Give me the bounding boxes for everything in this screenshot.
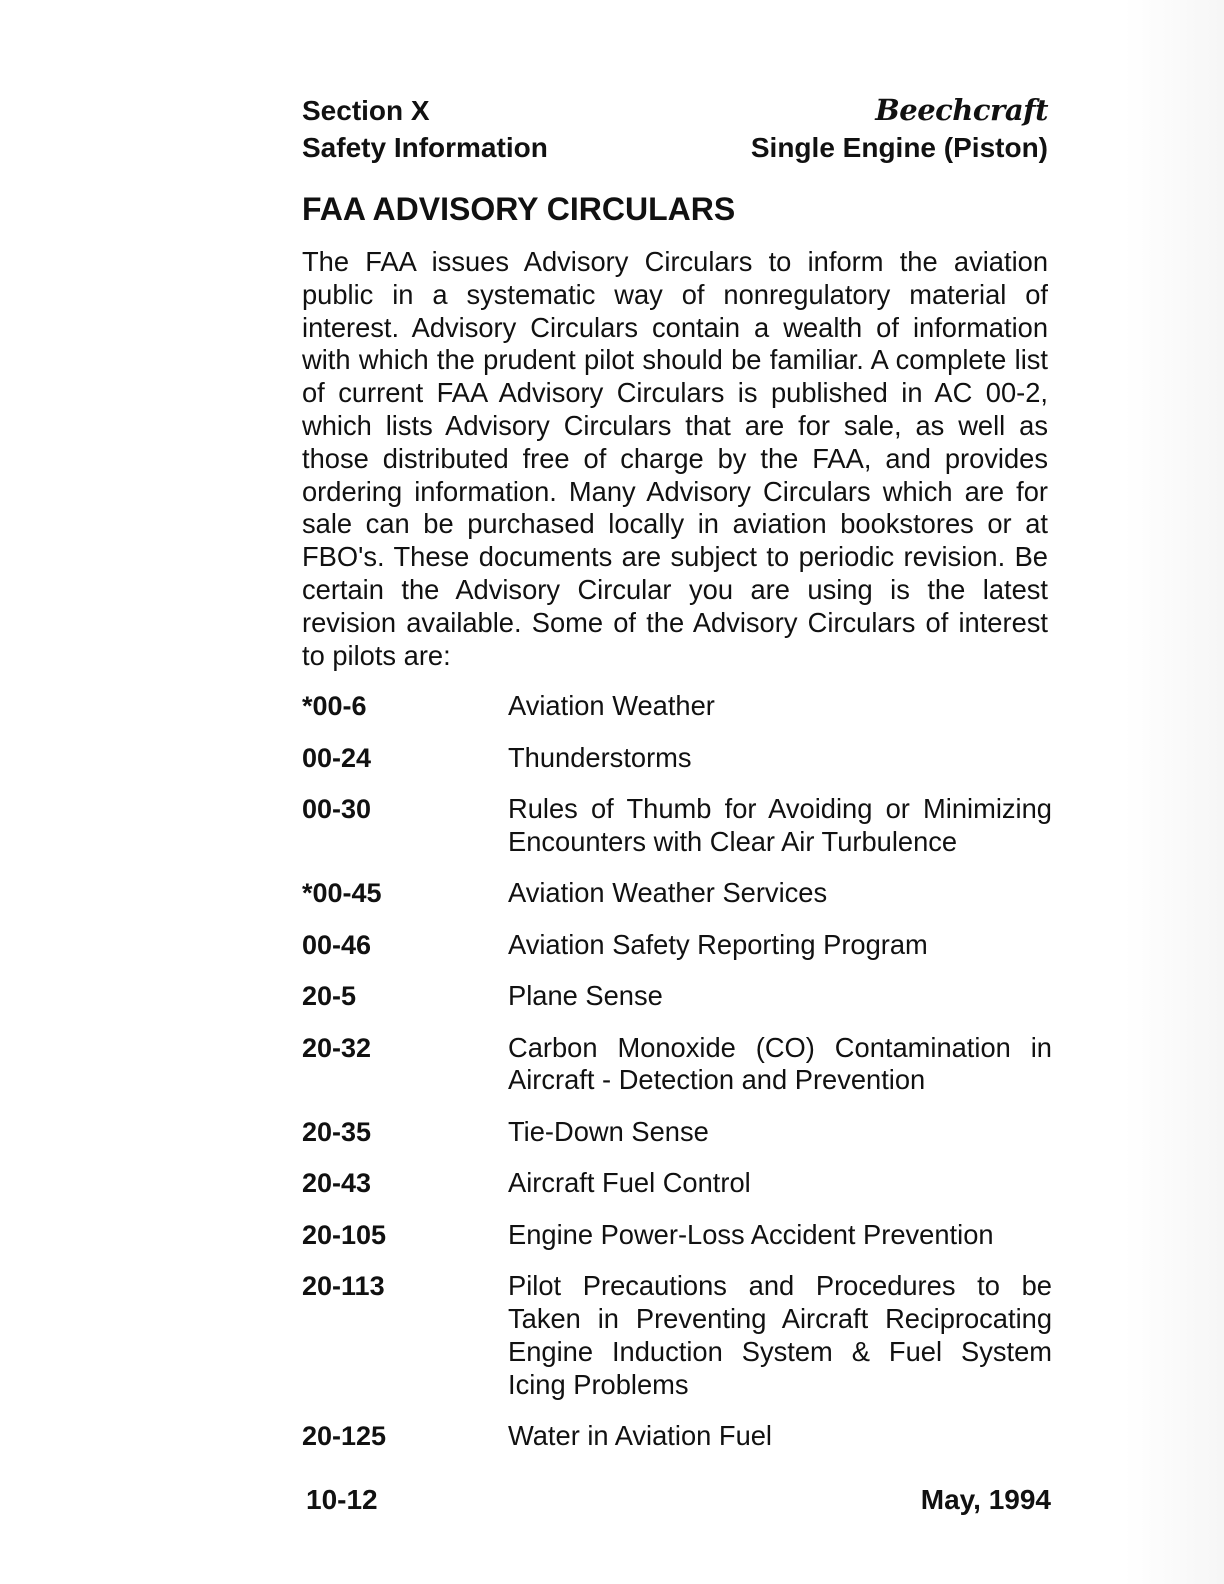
circular-number: 20-5 — [302, 981, 357, 1012]
circular-number: 20-125 — [302, 1420, 387, 1451]
circular-title: Rules of Thumb for Avoiding or Minimizing Encounters with Clear Air Turbulence — [508, 793, 1052, 857]
circular-number: 00-46 — [302, 929, 372, 960]
list-item — [302, 1116, 1052, 1149]
circular-number: 00-30 — [302, 794, 372, 824]
model-label: Single Engine (Piston) — [750, 132, 1048, 163]
list-item — [302, 1420, 1052, 1453]
list-item — [302, 929, 1052, 962]
circular-title: Engine Power-Loss Accident Prevention — [508, 1218, 994, 1250]
section-label: Section X — [302, 95, 430, 126]
circular-title: Plane Sense — [508, 980, 663, 1012]
circular-title: Aviation Weather — [508, 690, 715, 721]
circular-number: 00-24 — [302, 742, 372, 773]
circular-title: Aviation Weather Services — [508, 877, 828, 909]
brand-logo: Beechcraft — [875, 93, 1048, 127]
circular-title: Thunderstorms — [508, 741, 692, 773]
circular-title: Pilot Precautions and Procedures to be Taken in Preventing Aircraft Reciprocating Engine Induction System & Fuel System Icing Problems — [508, 1270, 1052, 1400]
list-item — [302, 980, 1052, 1013]
list-item — [302, 1219, 1052, 1252]
list-item — [302, 690, 1052, 723]
circular-number: *00-6 — [302, 691, 367, 721]
circular-title: Carbon Monoxide (CO) Contamination in Aircraft - Detection and Prevention — [508, 1031, 1052, 1096]
page-number: 10-12 — [306, 1484, 378, 1515]
intro-paragraph: The FAA issues Advisory Circulars to inform the aviation public in a systematic way of nonregulatory material of interest. Advisory Circulars contain a wealth of information with which the prudent pilot should be familiar. A complete list of current FAA Advisory Circulars is published in AC 00-2, which lists Advisory Circulars that are for sale, as well as those distributed free of charge by the FAA, and provides ordering information. Many Advisory Circulars which are for sale can be purchased locally in aviation bookstores or at FBO's. These documents are subject to periodic revision. Be certain the Advisory Circular you are using is the latest revision available. Some of the Advisory Circulars of interest to pilots are: — [302, 246, 1048, 671]
advisory-circular-list — [302, 690, 1052, 1471]
list-item — [302, 742, 1052, 775]
circular-number: 20-32 — [302, 1032, 372, 1063]
revision-date: May, 1994 — [920, 1484, 1051, 1515]
circular-title: Aviation Safety Reporting Program — [508, 928, 928, 960]
list-item — [302, 877, 1052, 910]
circular-title: Water in Aviation Fuel — [508, 1419, 772, 1451]
circular-number: 20-35 — [302, 1116, 372, 1147]
circular-number: *00-45 — [302, 878, 382, 909]
circular-title: Tie-Down Sense — [508, 1115, 709, 1147]
circular-title: Aircraft Fuel Control — [508, 1167, 751, 1199]
list-item — [302, 1032, 1052, 1098]
list-item — [302, 1270, 1052, 1401]
page-edge-shading — [1124, 0, 1224, 1584]
circular-number: 20-43 — [302, 1168, 372, 1199]
header-left — [302, 92, 548, 166]
list-item — [302, 793, 1052, 859]
section-title: Safety Information — [302, 132, 548, 163]
list-item — [302, 1167, 1052, 1200]
circular-number: 20-105 — [302, 1219, 387, 1250]
circular-number: 20-113 — [302, 1271, 385, 1302]
header-right — [751, 92, 1048, 166]
page-title: FAA ADVISORY CIRCULARS — [302, 191, 736, 227]
